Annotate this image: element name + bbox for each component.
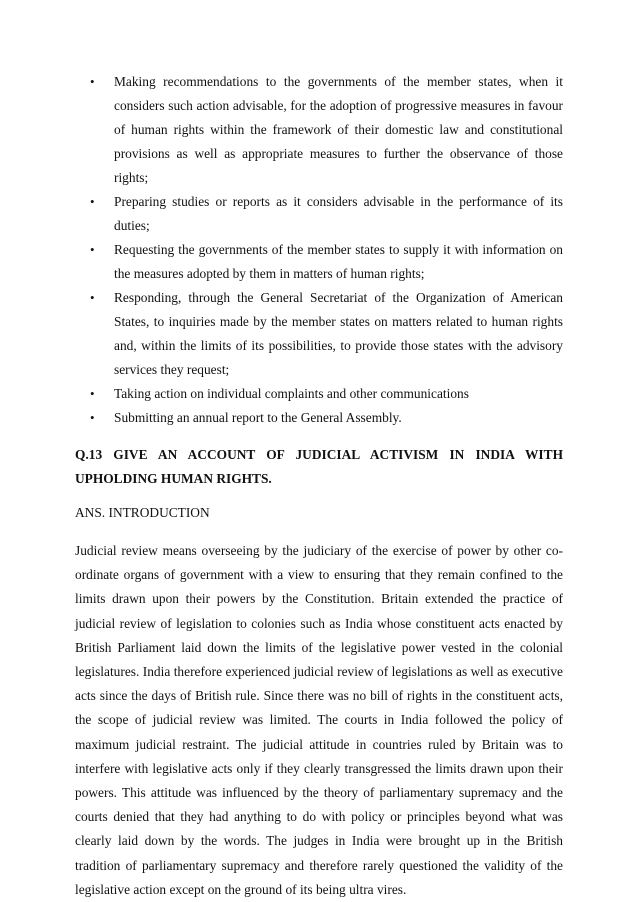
list-item [75, 70, 563, 190]
body-paragraph: Judicial review means overseeing by the judiciary of the exercise of power by other co- ordinate organs of government with a view to ensuring that they remain confined to the limits drawn upon their powers by the Constitution. Britain extended the practice of judicial review of legislation to colonies such as India whose constituent acts enacted by British Parliament laid down the limits of the legislative power vested in the colonial legislatures. India therefore experienced judicial review of legislations as well as executive acts since the days of British rule. Since there was no bill of rights in the constituent acts, the scope of judicial review was limited. The courts in India followed the policy of maximum judicial restraint. The judicial attitude in countries ruled by Britain was to interfere with legislative acts only if they clearly transgressed the limits drawn upon their powers. This attitude was influenced by the theory of parliamentary supremacy and the courts denied that they had anything to do with policy or principles beyond what was clearly laid down by the words. The judges in India were brought up in the British tradition of parliamentary supremacy and therefore rarely questioned the validity of the legislative action except on the ground of its being ultra vires. [75, 543, 563, 897]
bullet-text: Responding, through the General Secretariat of the Organization of American States, to inquiries made by the member states on matters related to human rights and, within the limits of its possibilities, to provide those states with the advisory services they request; [114, 290, 563, 377]
list-item [75, 382, 563, 406]
bullet-text: Making recommendations to the governments of the member states, when it considers such action advisable, for the adoption of progressive measures in favour of human rights within the framework of their domestic law and constitutional provisions as well as appropriate measures to further the observance of those rights; [114, 74, 563, 185]
bullet-icon: • [90, 290, 95, 305]
bullet-icon: • [90, 74, 95, 89]
bullet-list [75, 70, 563, 430]
bullet-text: Submitting an annual report to the General Assembly. [114, 410, 402, 425]
bullet-icon: • [90, 410, 95, 425]
list-item [75, 238, 563, 286]
bullet-icon: • [90, 386, 95, 401]
bullet-text: Taking action on individual complaints and other communications [114, 386, 469, 401]
bullet-text: Requesting the governments of the member states to supply it with information on the measures adopted by them in matters of human rights; [114, 242, 563, 281]
page-content [75, 70, 563, 902]
question-heading: Q.13 GIVE AN ACCOUNT OF JUDICIAL ACTIVISM IN INDIA WITH UPHOLDING HUMAN RIGHTS. [75, 447, 563, 486]
bullet-icon: • [90, 194, 95, 209]
bullet-text: Preparing studies or reports as it considers advisable in the performance of its duties; [114, 194, 563, 233]
list-item [75, 406, 563, 430]
list-item [75, 286, 563, 382]
answer-heading: ANS. INTRODUCTION [75, 505, 210, 520]
bullet-icon: • [90, 242, 95, 257]
list-item [75, 190, 563, 238]
